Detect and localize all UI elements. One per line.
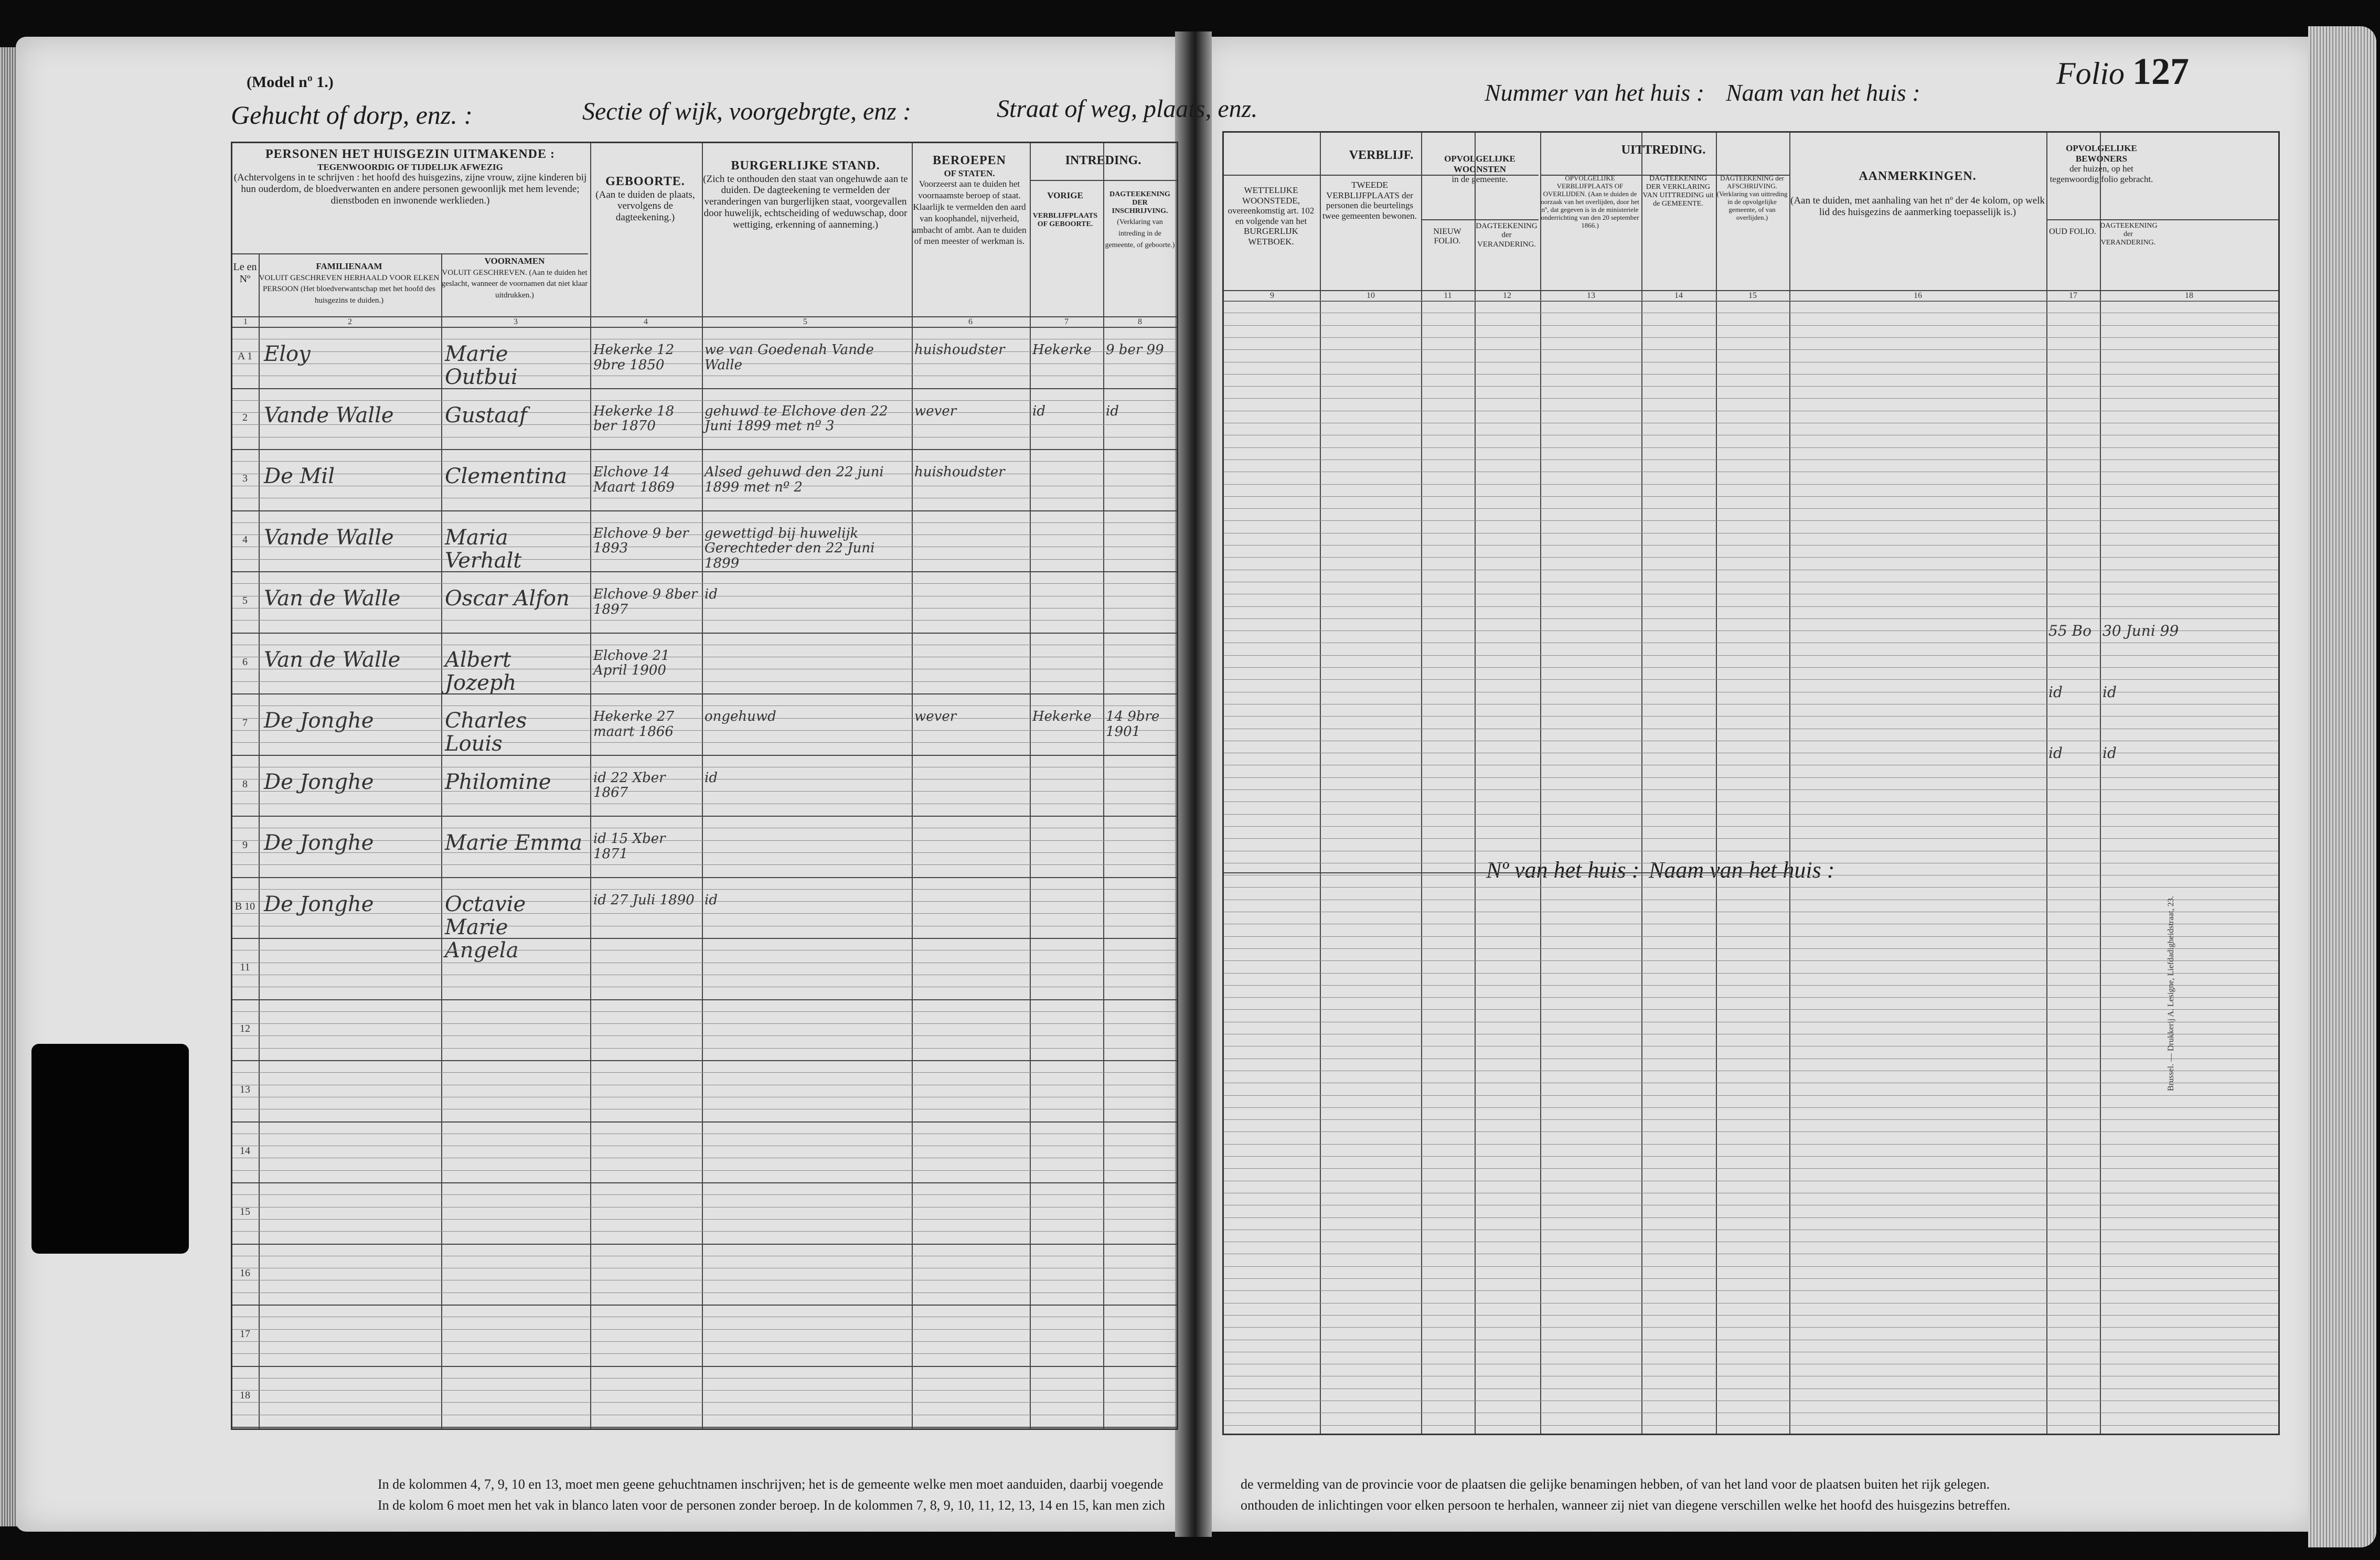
stand-cell: id: [705, 770, 718, 786]
guide-line: [1224, 1278, 2278, 1279]
vorige-description: VERBLIJFPLAATS OF GEBOORTE.: [1032, 212, 1098, 229]
guide-line: [1224, 973, 2278, 974]
guide-line: [1224, 960, 2278, 961]
opvolgelijke-woonsten-title: OPVOLGELIJKE WOONSTEN: [1444, 154, 1515, 174]
familienaam-cell: Van de Walle: [264, 647, 401, 672]
column-number: 10: [1367, 291, 1375, 300]
guide-line: [1224, 1144, 2278, 1145]
dagt-verandering-cell: id: [2102, 683, 2117, 701]
row-number: B 10: [234, 900, 255, 912]
row-rule: [232, 999, 1177, 1000]
column-number: 18: [2185, 291, 2193, 300]
guide-line: [1224, 447, 2278, 448]
column-number: 15: [1748, 291, 1757, 300]
dagteekening-description: (Verklaring van intreding in de gemeente, of geboorte.): [1105, 218, 1175, 249]
guide-line: [232, 1048, 1177, 1049]
vorige-cell: Hekerke: [1032, 709, 1092, 724]
row-number: 4: [242, 533, 248, 546]
row-rule: [232, 1182, 1177, 1183]
model-label: (Model nº 1.): [247, 73, 334, 91]
voornamen-cell: Maria Verhalt: [445, 525, 522, 573]
guide-line: [1224, 1217, 2278, 1218]
aanmerkingen-header: [1790, 169, 2045, 290]
wettelijke-header: WETTELIJKE WOONSTEDE, overeenkomstig art. 102 en volgende van het BURGERLIJK WETBOEK.: [1228, 185, 1315, 247]
guide-line: [232, 742, 1177, 743]
guide-line: [1224, 936, 2278, 937]
geboorte-cell: Hekerke 18 ber 1870: [593, 403, 675, 434]
opv-bewoners-description: der huizen, op het tegenwoordig folio gebracht.: [2050, 164, 2153, 184]
sectie-label: Sectie of wijk, voorgebrgte, enz :: [582, 98, 911, 125]
row-number: A 1: [237, 350, 253, 362]
dagteekening-cell: 14 9bre 1901: [1106, 709, 1160, 740]
column-rule: [441, 253, 442, 1428]
guide-line: [232, 620, 1177, 621]
footer-right-line-2: onthouden de inlichtingen voor elken persoon te herhalen, wanneer zij niet van diegene verschillen welke het hoofd des huisgezins betreffen.: [1241, 1498, 2011, 1513]
burgerlijke-stand-header: [702, 159, 909, 295]
guide-line: [232, 1329, 1177, 1330]
column-rule: [1103, 143, 1104, 1428]
geboorte-cell: Elchove 14 Maart 1869: [593, 464, 675, 495]
column-number: 9: [1270, 291, 1274, 300]
dagt-verandering-cell: id: [2102, 744, 2117, 762]
guide-line: [1224, 1009, 2278, 1010]
column-number: 5: [803, 317, 807, 326]
oud-folio-header: OUD FOLIO.: [2049, 227, 2096, 236]
row-number: 9: [242, 839, 248, 851]
header-rule: [232, 316, 1177, 317]
column-number-rule: [232, 327, 1177, 328]
familienaam-description: VOLUIT GESCHREVEN HERHAALD VOOR ELKEN PERSOON (Het bloedverwantschap met het hoofd des huisgezins te duiden.): [259, 273, 440, 305]
stand-cell: ongehuwd: [705, 709, 776, 724]
dagteekening-title: DAGTEEKENING: [1109, 190, 1170, 198]
voornamen-title: VOORNAMEN: [484, 256, 545, 266]
geboorte-cell: Hekerke 12 9bre 1850: [593, 342, 675, 373]
section-rule: [1224, 872, 1789, 873]
guide-line: [1224, 386, 2278, 387]
guide-line: [232, 1072, 1177, 1073]
row-number: 12: [240, 1022, 250, 1034]
row-rule: [232, 633, 1177, 634]
household-register-table: [231, 142, 1178, 1430]
guide-line: [1224, 985, 2278, 986]
guide-line: [232, 1231, 1177, 1232]
mid-huisnummer-label: Nº van het huis :: [1486, 857, 1640, 883]
right-page-edges: [2308, 26, 2376, 1547]
column-rule: [2046, 133, 2047, 1434]
stand-cell: id: [705, 586, 718, 602]
column-rule: [1421, 133, 1422, 1434]
guide-line: [1224, 655, 2278, 656]
row-rule: [232, 571, 1177, 572]
row-number: 8: [242, 778, 248, 790]
verblijf-rule: [1224, 175, 1539, 176]
book-gutter: [1175, 31, 1212, 1537]
guide-line: [1224, 948, 2278, 949]
guide-line: [1224, 667, 2278, 668]
guide-line: [232, 864, 1177, 865]
geboorte-cell: id 22 Xber 1867: [593, 770, 666, 801]
guide-line: [232, 1023, 1177, 1024]
row-rule: [232, 1366, 1177, 1367]
guide-line: [232, 1194, 1177, 1195]
guide-line: [1224, 777, 2278, 778]
guide-line: [1224, 1327, 2278, 1328]
personen-header: [232, 147, 588, 252]
guide-line: [1224, 679, 2278, 680]
beroepen-header: [912, 154, 1027, 295]
stand-cell: gehuwd te Elchove den 22 Juni 1899 met nº 3: [705, 403, 888, 434]
column-number: 11: [1444, 291, 1452, 300]
le-header: Le en Nº: [233, 261, 257, 285]
geboorte-cell: Hekerke 27 maart 1866: [593, 709, 675, 740]
column-rule: [912, 143, 913, 1428]
dagteekening-cell: id: [1106, 403, 1119, 419]
beroepen-description: Voorzeerst aan te duiden het voornaamste beroep of staat. Klaarlijk te vermelden den aard van koophandel, nijverheid, ambacht of ambt. Aan te duiden of men meester of werkman is.: [912, 179, 1027, 247]
guide-line: [232, 400, 1177, 401]
column-rule: [1030, 143, 1031, 1428]
guide-line: [1224, 1425, 2278, 1426]
guide-line: [1224, 508, 2278, 509]
column-rule: [2100, 133, 2101, 1434]
column-number: 1: [243, 317, 248, 326]
guide-line: [232, 1341, 1177, 1342]
row-rule: [232, 1244, 1177, 1245]
column-rule: [1716, 133, 1717, 1434]
intreding-rule: [1030, 180, 1177, 181]
column-number: 2: [348, 317, 352, 326]
voornamen-description: VOLUIT GESCHREVEN. (Aan te duiden het geslacht, wanneer de voornamen dat niet klaar uitdrukken.): [441, 268, 588, 300]
guide-line: [1224, 789, 2278, 790]
familienaam-cell: De Jonghe: [264, 831, 374, 855]
beroep-cell: wever: [914, 403, 957, 419]
row-number: 6: [242, 656, 248, 668]
familienaam-cell: Vande Walle: [264, 403, 394, 428]
beroep-cell: huishoudster: [914, 464, 1005, 480]
row-number: 15: [240, 1206, 250, 1217]
row-rule: [232, 1060, 1177, 1061]
guide-line: [1224, 606, 2278, 607]
familienaam-cell: Eloy: [264, 342, 311, 366]
personen-subtitle: TEGENWOORDIG OF TIJDELIJK AFWEZIG: [317, 162, 503, 172]
guide-line: [1224, 1266, 2278, 1267]
stand-cell: Alsed gehuwd den 22 juni 1899 met nº 2: [705, 464, 884, 495]
beroep-cell: wever: [914, 709, 957, 724]
aanmerkingen-description: (Aan te duiden, met aanhaling van het nº der 4e kolom, op welk lid des huisgezins de aanmerking toepasselijk is.): [1790, 195, 2045, 218]
stand-cell: id: [705, 892, 718, 908]
dagt-verandering-cell: 30 Juni 99: [2102, 622, 2179, 639]
guide-line: [1224, 887, 2278, 888]
guide-line: [232, 461, 1177, 462]
residence-register-table: [1222, 131, 2280, 1435]
column-number: 16: [1914, 291, 1922, 300]
guide-line: [232, 1353, 1177, 1354]
geboorte-cell: Elchove 9 8ber 1897: [593, 586, 698, 617]
stand-cell: we van Goedenah Vande Walle: [705, 342, 874, 373]
guide-line: [1224, 997, 2278, 998]
column-rule: [259, 253, 260, 1428]
row-rule: [232, 449, 1177, 450]
voornamen-cell: Albert Jozeph: [445, 647, 517, 695]
voornamen-cell: Gustaaf: [445, 403, 527, 428]
guide-line: [1224, 1315, 2278, 1316]
familienaam-header: [259, 261, 440, 314]
geboorte-header: [590, 175, 700, 295]
opv-bewoners-title: OPVOLGELIJKE BEWONERS: [2066, 143, 2137, 164]
guide-line: [1224, 496, 2278, 497]
guide-line: [1224, 1388, 2278, 1389]
oud-folio-cell: 55 Bo: [2048, 622, 2091, 639]
guide-line: [1224, 1290, 2278, 1291]
row-rule: [232, 755, 1177, 756]
column-rule: [1540, 133, 1541, 1434]
personen-rule: [232, 253, 588, 254]
binder-clip: [31, 1044, 189, 1254]
guide-line: [1224, 374, 2278, 375]
guide-line: [232, 1035, 1177, 1036]
column-number: 12: [1503, 291, 1511, 300]
row-number: 17: [240, 1328, 250, 1340]
guide-line: [232, 1011, 1177, 1012]
row-number: 7: [242, 717, 248, 729]
geboorte-cell: Elchove 21 April 1900: [593, 647, 670, 679]
guide-line: [1224, 557, 2278, 558]
column-number: 17: [2069, 291, 2077, 300]
uittreding-rule: [1540, 175, 1789, 176]
beroepen-title: BEROEPEN: [932, 154, 1007, 167]
guide-line: [232, 583, 1177, 584]
column-number: 13: [1587, 291, 1595, 300]
opv-verblijf-header: OPVOLGELIJKE VERBLIJFPLAATS OF OVERLIJDEN. (Aan te duiden de oorzaak van het overlijden, door het nº, dat gegeven is in de ministeriele onderrichting van den 20 september 1866.): [1541, 174, 1639, 229]
straat-label: Straat of weg, plaats, enz.: [997, 95, 1258, 123]
guide-line: [1224, 838, 2278, 839]
geboorte-title: GEBOORTE.: [605, 175, 685, 188]
row-number: 11: [240, 961, 250, 973]
familienaam-title: FAMILIENAAM: [316, 261, 382, 271]
geboorte-cell: id 27 Juli 1890: [593, 892, 695, 908]
row-number: 18: [240, 1389, 250, 1401]
row-rule: [232, 877, 1177, 878]
guide-line: [1224, 1156, 2278, 1157]
familienaam-cell: De Mil: [264, 464, 335, 488]
beroep-cell: huishoudster: [914, 342, 1005, 358]
dagt-verklaring-header: DAGTEEKENING DER VERKLARING VAN UITTREDING uit de GEMEENTE.: [1642, 175, 1714, 208]
row-number: 2: [242, 411, 248, 423]
guide-line: [1224, 1119, 2278, 1120]
footer-left-line-2: In de kolom 6 moet men het vak in blanco laten voor de personen zonder beroep. In de kolommen 7, 8, 9, 10, 11, 12, 13, 14 en 15, kan men zich: [378, 1498, 1165, 1513]
guide-line: [232, 1219, 1177, 1220]
familienaam-cell: Van de Walle: [264, 586, 401, 611]
voornamen-cell: Marie Outbui: [445, 342, 518, 389]
bewoners-rule: [2046, 219, 2278, 220]
burgerlijke-stand-description: (Zich te onthouden den staat van ongehuwde aan te duiden. De dagteekening te vermelden der veranderingen van burgerlijken staat, voorgevallen door huwelijk, echtscheiding of weduwschap, door wettiging, erkenning of aanneming.): [703, 173, 908, 230]
guide-line: [232, 889, 1177, 890]
guide-line: [1224, 814, 2278, 815]
vorige-title: VORIGE: [1047, 190, 1083, 200]
column-rule: [1475, 133, 1476, 1434]
guide-line: [1224, 826, 2278, 827]
guide-line: [232, 681, 1177, 682]
vorige-cell: id: [1032, 403, 1045, 419]
stand-cell: gewettigd bij huwelijk Gerechteder den 22 Juni 1899: [705, 525, 875, 571]
dagt-veranderingen-header: DAGTEEKENING der VERANDERING.: [2100, 222, 2158, 247]
guide-line: [232, 1378, 1177, 1379]
row-rule: [232, 938, 1177, 939]
vorige-cell: Hekerke: [1032, 342, 1092, 358]
guide-line: [1224, 1168, 2278, 1169]
row-number: 14: [240, 1145, 250, 1157]
woonsten-rule: [1421, 219, 1539, 220]
aanmerkingen-title: AANMERKINGEN.: [1859, 169, 1977, 183]
row-rule: [232, 1427, 1177, 1428]
guide-line: [1224, 520, 2278, 521]
huisnaam-label: Naam van het huis :: [1726, 79, 1920, 106]
row-number: 16: [240, 1267, 250, 1279]
familienaam-cell: De Jonghe: [264, 770, 374, 794]
guide-line: [1224, 1095, 2278, 1096]
guide-line: [1224, 349, 2278, 350]
voornamen-cell: Octavie Marie Angela: [445, 892, 526, 963]
row-number: 3: [242, 473, 248, 484]
huisnummer-label: Nummer van het huis :: [1485, 79, 1705, 106]
column-rule: [1320, 133, 1321, 1434]
row-number: 13: [240, 1084, 250, 1095]
voornamen-cell: Philomine: [445, 770, 551, 794]
guide-line: [1224, 1131, 2278, 1132]
dagt-afschrijving-header: DAGTEEKENING der AFSCHRIJVING. (Verklaring van uittreding in de opvolgelijke gemeente, of van overlijden.): [1716, 174, 1788, 221]
guide-line: [1224, 545, 2278, 546]
column-number: 14: [1674, 291, 1683, 300]
personen-description: (Achtervolgens in te schrijven : het hoofd des huisgezins, zijne vrouw, zijne kinderen bij hun ouderdom, de bloedverwanten en andere personen gewoonlijk met hem levende; dienstboden en inwonende werklieden.): [233, 172, 587, 206]
uittreding-header: UITTREDING.: [1621, 143, 1706, 157]
row-rule: [232, 1305, 1177, 1306]
dagteekening-header: [1103, 190, 1177, 295]
familienaam-cell: De Jonghe: [264, 709, 374, 733]
tweede-header: TWEEDE VERBLIJFPLAATS der personen die beurtelings twee gemeenten bewonen.: [1322, 180, 1417, 221]
guide-line: [232, 1292, 1177, 1293]
guide-line: [1224, 484, 2278, 485]
gehucht-label: Gehucht of dorp, enz. :: [231, 100, 473, 130]
voornamen-cell: Marie Emma: [445, 831, 583, 855]
opvolgelijke-woonsten-subtitle: in de gemeente.: [1452, 174, 1508, 185]
voornamen-cell: Charles Louis: [445, 709, 527, 756]
dagteekening-subtitle: DER INSCHRIJVING.: [1112, 199, 1168, 216]
column-number: 3: [514, 317, 518, 326]
mid-huisnaam-label: Naam van het huis :: [1649, 857, 1835, 883]
voornamen-header: [441, 256, 588, 314]
row-rule: [232, 693, 1177, 694]
guide-line: [1224, 337, 2278, 338]
vorige-header: [1030, 190, 1101, 295]
folio-word: Folio: [2056, 56, 2125, 91]
printer-imprint: Brussel. — Drukkerij A. Lesigne, Liefdadigheidstraat, 23.: [2166, 896, 2175, 1091]
geboorte-description: (Aan te duiden de plaats, vervolgens de dagteekening.): [595, 189, 695, 223]
row-rule: [232, 1121, 1177, 1123]
verblijf-header: VERBLIJF.: [1349, 148, 1414, 162]
dagt-verandering-header: DAGTEEKENING der VERANDERING.: [1476, 222, 1538, 249]
column-number: 6: [968, 317, 973, 326]
voornamen-cell: Oscar Alfon: [445, 586, 570, 611]
personen-title: PERSONEN HET HUISGEZIN UITMAKENDE :: [265, 147, 555, 161]
folio-label: [2056, 50, 2189, 93]
voornamen-cell: Clementina: [445, 464, 567, 488]
column-rule: [702, 143, 703, 1428]
guide-line: [232, 1207, 1177, 1208]
dagteekening-cell: 9 ber 99: [1106, 342, 1164, 358]
column-rule: [590, 143, 591, 1428]
guide-line: [232, 1390, 1177, 1391]
guide-line: [1224, 398, 2278, 399]
row-rule: [232, 816, 1177, 817]
footer-right-line-1: de vermelding van de provincie voor de plaatsen die gelijke benamingen hebben, of van het land voor de plaatsen buiten het rijk gelegen.: [1241, 1477, 1990, 1492]
column-number: 4: [644, 317, 648, 326]
guide-line: [1224, 325, 2278, 326]
oud-folio-cell: id: [2048, 744, 2063, 762]
column-number: 8: [1138, 317, 1142, 326]
column-rule: [1789, 133, 1790, 1434]
row-rule: [232, 510, 1177, 511]
oud-folio-cell: id: [2048, 683, 2063, 701]
intreding-header: INTREDING.: [1065, 154, 1141, 167]
familienaam-cell: Vande Walle: [264, 525, 394, 550]
beroepen-subtitle: OF STATEN.: [944, 168, 995, 178]
footer-left-line-1: In de kolommen 4, 7, 9, 10 en 13, moet men geene gehuchtnamen inschrijven; het is de gemeente welke men moet aanduiden, daarbij voegende: [378, 1477, 1164, 1492]
folio-number: 127: [2132, 50, 2189, 92]
guide-line: [1224, 618, 2278, 619]
guide-line: [1224, 716, 2278, 717]
geboorte-cell: Elchove 9 ber 1893: [593, 525, 689, 557]
guide-line: [232, 522, 1177, 523]
column-number: 7: [1064, 317, 1069, 326]
column-rule: [1641, 133, 1642, 1434]
familienaam-cell: De Jonghe: [264, 892, 374, 916]
row-rule: [232, 388, 1177, 389]
burgerlijke-stand-title: BURGERLIJKE STAND.: [731, 159, 880, 173]
guide-line: [232, 1402, 1177, 1403]
opv-bewoners-header: [2046, 143, 2157, 211]
row-number: 5: [242, 595, 248, 606]
guide-line: [1224, 1107, 2278, 1108]
geboorte-cell: id 15 Xber 1871: [593, 831, 666, 862]
guide-line: [232, 1170, 1177, 1171]
nieuw-folio-header: NIEUW FOLIO.: [1433, 227, 1461, 246]
